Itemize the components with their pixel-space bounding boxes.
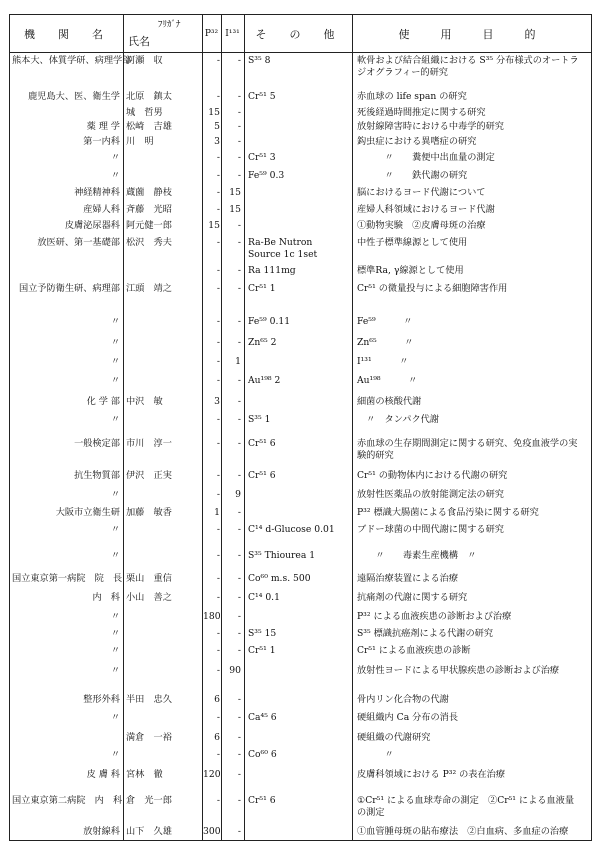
i131-cell: - bbox=[237, 611, 241, 622]
institution-cell: 鹿児島大、医、衛生学 bbox=[28, 91, 120, 102]
other-cell: Ca⁴⁵ 6 bbox=[248, 712, 277, 723]
institution-cell: 〃 bbox=[110, 550, 120, 561]
other-cell: Au¹⁹⁸ 2 bbox=[248, 375, 281, 386]
other-cell: Cr⁵¹ 6 bbox=[248, 438, 276, 449]
p32-cell: - bbox=[216, 356, 220, 367]
p32-cell: - bbox=[216, 152, 220, 163]
i131-cell: - bbox=[237, 769, 241, 780]
document-table bbox=[9, 14, 592, 841]
p32-cell: 6 bbox=[214, 694, 220, 705]
institution-cell: 薬 理 学 bbox=[86, 121, 120, 132]
i131-cell: - bbox=[237, 628, 241, 639]
other-cell: Ra 111mg bbox=[248, 265, 296, 276]
p32-cell: - bbox=[216, 204, 220, 215]
purpose-cell: 赤血球の生存期間測定に関する研究、免疫血液学の実験的研究 bbox=[357, 438, 578, 461]
purpose-cell: 〃 bbox=[357, 749, 394, 760]
purpose-cell: S³⁵ 標識抗癌剤による代謝の研究 bbox=[357, 628, 494, 639]
header-furigana: ﾌﾘｶﾞﾅ bbox=[158, 20, 181, 30]
purpose-cell: Cr⁵¹ の動物体内における代謝の研究 bbox=[357, 470, 508, 481]
p32-cell: 120 bbox=[203, 769, 221, 780]
institution-cell: 第一内科 bbox=[83, 136, 120, 147]
p32-cell: - bbox=[216, 795, 220, 806]
person-cell: 北原 鎮太 bbox=[126, 91, 172, 102]
purpose-cell: 軟骨および結合組織における S³⁵ 分布様式のオートラジオグラフィー的研究 bbox=[357, 55, 579, 78]
person-cell: 阿元健一郎 bbox=[126, 220, 172, 231]
other-cell: Cr⁵¹ 5 bbox=[248, 91, 276, 102]
i131-cell: - bbox=[237, 749, 241, 760]
i131-cell: - bbox=[237, 375, 241, 386]
col-divider bbox=[221, 15, 222, 840]
institution-cell: 整形外科 bbox=[83, 694, 120, 705]
col-divider bbox=[244, 15, 245, 840]
p32-cell: - bbox=[216, 712, 220, 723]
person-cell: 伊沢 正実 bbox=[126, 470, 172, 481]
i131-cell: - bbox=[237, 470, 241, 481]
institution-cell: 放医研、第一基礎部 bbox=[37, 237, 120, 248]
p32-cell: 6 bbox=[214, 732, 220, 743]
purpose-cell: 遠隔治療装置による治療 bbox=[357, 573, 459, 584]
purpose-cell: 骨内リン化合物の代謝 bbox=[357, 694, 449, 705]
p32-cell: - bbox=[216, 187, 220, 198]
i131-cell: - bbox=[237, 795, 241, 806]
other-cell: S³⁵ 1 bbox=[248, 414, 271, 425]
i131-cell: - bbox=[237, 55, 241, 66]
institution-cell: 国立東京第二病院 内 科 bbox=[12, 795, 123, 806]
i131-cell: - bbox=[237, 592, 241, 603]
p32-cell: - bbox=[216, 438, 220, 449]
purpose-cell: 死後経過時間推定に関する研究 bbox=[357, 107, 486, 118]
i131-cell: - bbox=[237, 265, 241, 276]
institution-cell: 化 学 部 bbox=[86, 396, 120, 407]
institution-cell: 国立東京第一病院 院 長 bbox=[12, 573, 123, 584]
i131-cell: - bbox=[237, 337, 241, 348]
purpose-cell: 放射性医薬品の放射能測定法の研究 bbox=[357, 489, 504, 500]
institution-cell: 〃 bbox=[110, 316, 120, 327]
purpose-cell: I¹³¹ 〃 bbox=[357, 356, 409, 367]
institution-cell: 〃 bbox=[110, 645, 120, 656]
purpose-cell: 産婦人科領域におけるヨード代謝 bbox=[357, 204, 495, 215]
institution-cell: 〃 bbox=[110, 337, 120, 348]
person-cell: 中沢 敏 bbox=[126, 396, 163, 407]
person-cell: 満倉 一裕 bbox=[126, 732, 172, 743]
p32-cell: - bbox=[216, 375, 220, 386]
i131-cell: 9 bbox=[235, 489, 241, 500]
p32-cell: 5 bbox=[214, 121, 220, 132]
p32-cell: - bbox=[216, 337, 220, 348]
institution-cell: 〃 bbox=[110, 170, 120, 181]
p32-cell: - bbox=[216, 573, 220, 584]
p32-cell: - bbox=[216, 628, 220, 639]
p32-cell: 1 bbox=[214, 507, 220, 518]
purpose-cell: 〃 鉄代謝の研究 bbox=[357, 170, 468, 181]
p32-cell: - bbox=[216, 645, 220, 656]
purpose-cell: 〃 タンパク代謝 bbox=[357, 414, 440, 425]
purpose-cell: 硬組織の代謝研究 bbox=[357, 732, 431, 743]
i131-cell: - bbox=[237, 152, 241, 163]
i131-cell: - bbox=[237, 283, 241, 294]
person-cell: 松崎 吉雄 bbox=[126, 121, 172, 132]
purpose-cell: 硬組織内 Ca 分布の消長 bbox=[357, 712, 459, 723]
person-cell: 城 哲男 bbox=[126, 107, 163, 118]
purpose-cell: ブドー球菌の中間代謝に関する研究 bbox=[357, 524, 504, 535]
p32-cell: 3 bbox=[214, 136, 220, 147]
i131-cell: - bbox=[237, 170, 241, 181]
i131-cell: - bbox=[237, 694, 241, 705]
purpose-cell: 〃 糞便中出血量の測定 bbox=[357, 152, 495, 163]
purpose-cell: Cr⁵¹ の微量投与による細胞障害作用 bbox=[357, 283, 508, 294]
institution-cell: 〃 bbox=[110, 356, 120, 367]
i131-cell: - bbox=[237, 826, 241, 837]
other-cell: S³⁵ 15 bbox=[248, 628, 277, 639]
other-cell: S³⁵ 8 bbox=[248, 55, 271, 66]
other-cell: Cr⁵¹ 3 bbox=[248, 152, 276, 163]
i131-cell: 15 bbox=[229, 204, 241, 215]
other-cell: Co⁶⁰ m.s. 500 bbox=[248, 573, 311, 584]
other-cell: Co⁶⁰ 6 bbox=[248, 749, 277, 760]
i131-cell: - bbox=[237, 712, 241, 723]
institution-cell: 放射線科 bbox=[83, 826, 120, 837]
person-cell: 市川 淳一 bbox=[126, 438, 172, 449]
other-cell: C¹⁴ 0.1 bbox=[248, 592, 280, 603]
purpose-cell: 標準Ra, γ線源として使用 bbox=[357, 265, 464, 276]
i131-cell: - bbox=[237, 107, 241, 118]
institution-cell: 熊本大、体質学研、病理学部 bbox=[12, 55, 132, 66]
i131-cell: - bbox=[237, 438, 241, 449]
i131-cell: - bbox=[237, 573, 241, 584]
institution-cell: 皮膚泌尿器科 bbox=[64, 220, 120, 231]
purpose-cell: P³² 標識大腸菌による食品汚染に関する研究 bbox=[357, 507, 539, 518]
i131-cell: - bbox=[237, 121, 241, 132]
institution-cell: 〃 bbox=[110, 749, 120, 760]
col-divider bbox=[352, 15, 353, 840]
purpose-cell: ①Cr⁵¹ による血球寿命の測定 ②Cr⁵¹ による血液量の測定 bbox=[357, 795, 575, 818]
purpose-cell: 放射線障害時における中毒学的研究 bbox=[357, 121, 504, 132]
i131-cell: - bbox=[237, 396, 241, 407]
purpose-cell: ①動物実験 ②皮膚母斑の治療 bbox=[357, 220, 486, 231]
i131-cell: - bbox=[237, 136, 241, 147]
person-cell: 川 明 bbox=[126, 136, 154, 147]
p32-cell: - bbox=[216, 749, 220, 760]
other-cell: C¹⁴ d-Glucose 0.01 bbox=[248, 524, 335, 535]
person-cell: 松沢 秀夫 bbox=[126, 237, 172, 248]
purpose-cell: Fe⁵⁹ 〃 bbox=[357, 316, 413, 327]
p32-cell: 180 bbox=[203, 611, 221, 622]
p32-cell: - bbox=[216, 592, 220, 603]
purpose-cell: ①血管腫母斑の貼布療法 ②白血病、多血症の治療 bbox=[357, 826, 569, 837]
institution-cell: 国立予防衛生研、病理部 bbox=[18, 283, 120, 294]
i131-cell: - bbox=[237, 220, 241, 231]
purpose-cell: 皮膚科領域における P³² の表在治療 bbox=[357, 769, 506, 780]
institution-cell: 神経精神科 bbox=[74, 187, 120, 198]
table-header bbox=[10, 15, 591, 53]
person-cell: 山下 久雄 bbox=[126, 826, 172, 837]
institution-cell: 産婦人科 bbox=[83, 204, 120, 215]
person-cell: 小山 善之 bbox=[126, 592, 172, 603]
institution-cell: 〃 bbox=[110, 152, 120, 163]
i131-cell: 1 bbox=[235, 356, 241, 367]
person-cell: 栗山 重信 bbox=[126, 573, 172, 584]
p32-cell: 3 bbox=[214, 396, 220, 407]
p32-cell: 300 bbox=[203, 826, 221, 837]
institution-cell: 〃 bbox=[110, 665, 120, 676]
other-cell: Cr⁵¹ 6 bbox=[248, 470, 276, 481]
institution-cell: 〃 bbox=[110, 414, 120, 425]
i131-cell: - bbox=[237, 732, 241, 743]
person-cell: 宮林 徹 bbox=[126, 769, 163, 780]
i131-cell: - bbox=[237, 524, 241, 535]
i131-cell: 15 bbox=[229, 187, 241, 198]
header-person: 氏名 bbox=[128, 35, 150, 48]
institution-cell: 〃 bbox=[110, 524, 120, 535]
institution-cell: 抗生物質部 bbox=[74, 470, 120, 481]
other-cell: Cr⁵¹ 6 bbox=[248, 795, 276, 806]
p32-cell: - bbox=[216, 316, 220, 327]
p32-cell: - bbox=[216, 414, 220, 425]
col-divider bbox=[123, 15, 124, 840]
other-cell: Cr⁵¹ 1 bbox=[248, 283, 276, 294]
header-purpose: 使 用 目 的 bbox=[398, 27, 546, 41]
purpose-cell: Zn⁶⁵ 〃 bbox=[357, 337, 414, 348]
other-cell: Zn⁶⁵ 2 bbox=[248, 337, 277, 348]
header-institution: 機 関 名 bbox=[24, 27, 109, 41]
purpose-cell: 〃 毒素生産機構 〃 bbox=[357, 550, 477, 561]
p32-cell: - bbox=[216, 665, 220, 676]
p32-cell: - bbox=[216, 237, 220, 248]
header-i131: I¹³¹ bbox=[225, 28, 240, 39]
purpose-cell: 赤血球の life span の研究 bbox=[357, 91, 467, 102]
p32-cell: 15 bbox=[208, 107, 220, 118]
institution-cell: 〃 bbox=[110, 712, 120, 723]
other-cell: S³⁵ Thiourea 1 bbox=[248, 550, 316, 561]
person-cell: 斉藤 光昭 bbox=[126, 204, 172, 215]
p32-cell: - bbox=[216, 283, 220, 294]
p32-cell: - bbox=[216, 470, 220, 481]
i131-cell: - bbox=[237, 316, 241, 327]
other-cell: Fe⁵⁹ 0.3 bbox=[248, 170, 285, 181]
i131-cell: - bbox=[237, 414, 241, 425]
i131-cell: 90 bbox=[229, 665, 241, 676]
purpose-cell: 中性子標準線源として使用 bbox=[357, 237, 468, 248]
purpose-cell: 細菌の核酸代謝 bbox=[357, 396, 422, 407]
p32-cell: - bbox=[216, 550, 220, 561]
institution-cell: 大阪市立衛生研 bbox=[55, 507, 120, 518]
person-cell: 蔵薗 静枝 bbox=[126, 187, 172, 198]
p32-cell: - bbox=[216, 265, 220, 276]
institution-cell: 内 科 bbox=[92, 592, 120, 603]
purpose-cell: 脳におけるヨード代謝について bbox=[357, 187, 486, 198]
institution-cell: 〃 bbox=[110, 611, 120, 622]
person-cell: 加藤 敏香 bbox=[126, 507, 172, 518]
p32-cell: 15 bbox=[208, 220, 220, 231]
person-cell: 河瀬 収 bbox=[126, 55, 163, 66]
p32-cell: - bbox=[216, 524, 220, 535]
p32-cell: - bbox=[216, 55, 220, 66]
i131-cell: - bbox=[237, 550, 241, 561]
p32-cell: - bbox=[216, 489, 220, 500]
purpose-cell: 放射性ヨードによる甲状腺疾患の診断および治療 bbox=[357, 665, 560, 676]
institution-cell: 〃 bbox=[110, 489, 120, 500]
institution-cell: 〃 bbox=[110, 375, 120, 386]
person-cell: 江頭 靖之 bbox=[126, 283, 172, 294]
other-cell: Fe⁵⁹ 0.11 bbox=[248, 316, 291, 327]
institution-cell: 一般検定部 bbox=[74, 438, 120, 449]
person-cell: 半田 忠久 bbox=[126, 694, 172, 705]
p32-cell: - bbox=[216, 170, 220, 181]
institution-cell: 皮 膚 科 bbox=[86, 769, 120, 780]
i131-cell: - bbox=[237, 237, 241, 248]
purpose-cell: Au¹⁹⁸ 〃 bbox=[357, 375, 418, 386]
i131-cell: - bbox=[237, 507, 241, 518]
person-cell: 倉 光一郎 bbox=[126, 795, 172, 806]
i131-cell: - bbox=[237, 91, 241, 102]
i131-cell: - bbox=[237, 645, 241, 656]
purpose-cell: 鈎虫症における異嗜症の研究 bbox=[357, 136, 477, 147]
header-p32: P³² bbox=[204, 28, 219, 39]
purpose-cell: P³² による血液疾患の診断および治療 bbox=[357, 611, 512, 622]
other-cell: Cr⁵¹ 1 bbox=[248, 645, 276, 656]
institution-cell: 〃 bbox=[110, 628, 120, 639]
header-other: そ の 他 bbox=[255, 27, 341, 41]
purpose-cell: 抗痛剤の代謝に関する研究 bbox=[357, 592, 468, 603]
p32-cell: - bbox=[216, 91, 220, 102]
purpose-cell: Cr⁵¹ による血液疾患の診断 bbox=[357, 645, 471, 656]
other-cell: Ra-Be Nutron Source 1c 1set bbox=[248, 237, 318, 260]
